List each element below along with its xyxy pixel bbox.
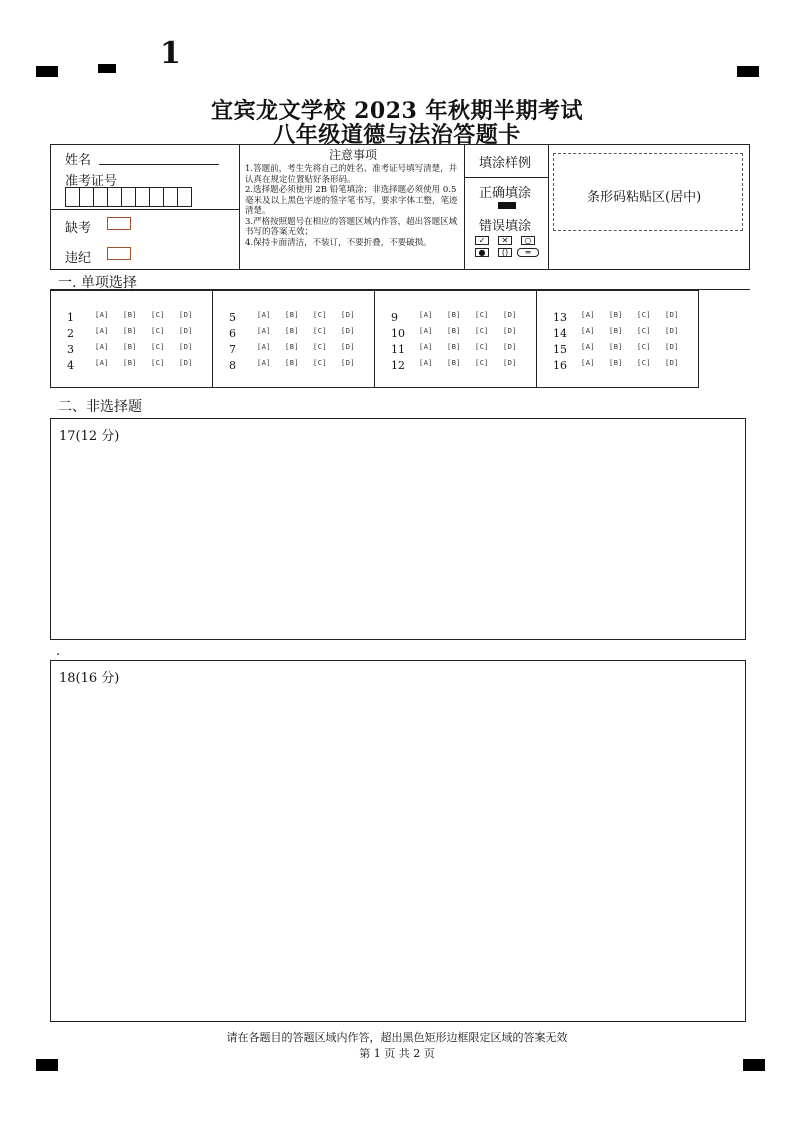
answer-option-bubble[interactable]: [A] bbox=[257, 327, 272, 335]
question-18-label: 18(16 分) bbox=[59, 671, 120, 686]
mc-question-row bbox=[213, 325, 373, 341]
question-number: 12 bbox=[391, 359, 405, 372]
violation-checkbox[interactable] bbox=[107, 247, 131, 260]
fill-sample-divider bbox=[464, 177, 548, 178]
answer-option-bubble[interactable]: [D] bbox=[179, 343, 194, 351]
question-number: 4 bbox=[67, 359, 74, 372]
separator-dot: . bbox=[56, 644, 61, 659]
id-cell[interactable] bbox=[79, 187, 94, 207]
absent-label: 缺考 bbox=[65, 221, 92, 236]
answer-option-bubble[interactable]: [D] bbox=[503, 327, 518, 335]
answer-option-bubble[interactable]: [A] bbox=[419, 327, 434, 335]
answer-option-bubble[interactable]: [C] bbox=[151, 343, 166, 351]
answer-option-bubble[interactable]: [A] bbox=[257, 343, 272, 351]
answer-box-q18[interactable] bbox=[50, 660, 746, 1022]
question-number: 9 bbox=[391, 311, 398, 324]
mc-column bbox=[51, 291, 213, 387]
answer-option-bubble[interactable]: [B] bbox=[285, 327, 300, 335]
answer-option-bubble[interactable]: [C] bbox=[313, 327, 328, 335]
answer-option-bubble[interactable]: [C] bbox=[151, 311, 166, 319]
answer-box-q17[interactable] bbox=[50, 418, 746, 640]
cross-mark-icon: ✕ bbox=[498, 236, 512, 245]
answer-option-bubble[interactable]: [C] bbox=[313, 311, 328, 319]
question-number: 16 bbox=[553, 359, 567, 372]
answer-option-bubble[interactable]: [D] bbox=[665, 327, 680, 335]
mc-question-row bbox=[213, 341, 373, 357]
name-field[interactable] bbox=[99, 163, 219, 165]
answer-option-bubble[interactable]: [D] bbox=[503, 343, 518, 351]
question-number: 6 bbox=[229, 327, 236, 340]
mc-column bbox=[213, 291, 375, 387]
answer-option-bubble[interactable]: [C] bbox=[151, 359, 166, 367]
footer-notice: 请在各题目的答题区域内作答，超出黑色矩形边框限定区域的答案无效 bbox=[226, 1031, 568, 1044]
answer-option-bubble[interactable]: [C] bbox=[151, 327, 166, 335]
exam-title: 宜宾龙文学校 2023 年秋期半期考试 bbox=[210, 98, 584, 124]
mc-question-row bbox=[213, 309, 373, 325]
answer-option-bubble[interactable]: [D] bbox=[665, 359, 680, 367]
multiple-choice-box bbox=[50, 290, 699, 388]
answer-option-bubble[interactable]: [D] bbox=[503, 311, 518, 319]
correct-fill-mark bbox=[498, 202, 516, 209]
answer-option-bubble[interactable]: [B] bbox=[609, 327, 624, 335]
answer-option-bubble[interactable]: [B] bbox=[285, 311, 300, 319]
question-number: 10 bbox=[391, 327, 405, 340]
answer-option-bubble[interactable]: [B] bbox=[123, 327, 138, 335]
question-number: 1 bbox=[67, 311, 74, 324]
footer-page: 第 1 页 共 2 页 bbox=[359, 1047, 435, 1060]
answer-option-bubble[interactable]: [B] bbox=[609, 311, 624, 319]
answer-option-bubble[interactable]: [D] bbox=[179, 327, 194, 335]
answer-option-bubble[interactable]: [A] bbox=[257, 311, 272, 319]
answer-option-bubble[interactable]: [B] bbox=[609, 359, 624, 367]
id-label: 准考证号 bbox=[65, 174, 118, 189]
answer-option-bubble[interactable]: [B] bbox=[123, 359, 138, 367]
answer-option-bubble[interactable]: [D] bbox=[179, 359, 194, 367]
answer-option-bubble[interactable]: [B] bbox=[609, 343, 624, 351]
mc-question-row bbox=[375, 341, 535, 357]
question-number: 5 bbox=[229, 311, 236, 324]
answer-option-bubble[interactable]: [A] bbox=[95, 343, 110, 351]
answer-option-bubble[interactable]: [A] bbox=[581, 311, 596, 319]
answer-option-bubble[interactable]: [C] bbox=[475, 311, 490, 319]
name-label: 姓名 bbox=[65, 153, 92, 168]
id-cell[interactable] bbox=[135, 187, 150, 207]
mc-question-row bbox=[213, 357, 373, 373]
section1-label: 一. 单项选择 bbox=[58, 275, 137, 291]
mc-question-row bbox=[537, 325, 697, 341]
answer-option-bubble[interactable]: [A] bbox=[257, 359, 272, 367]
bracket-mark-icon: () bbox=[498, 248, 512, 257]
mc-question-row bbox=[537, 309, 697, 325]
mc-question-row bbox=[51, 309, 211, 325]
info-divider bbox=[51, 209, 239, 210]
answer-option-bubble[interactable]: [D] bbox=[665, 343, 680, 351]
answer-option-bubble[interactable]: [C] bbox=[637, 327, 652, 335]
answer-option-bubble[interactable]: [D] bbox=[341, 311, 356, 319]
answer-option-bubble[interactable]: [A] bbox=[581, 343, 596, 351]
id-cell[interactable] bbox=[93, 187, 108, 207]
id-cell[interactable] bbox=[177, 187, 192, 207]
question-number: 7 bbox=[229, 343, 236, 356]
violation-label: 违纪 bbox=[65, 251, 92, 266]
mc-question-row bbox=[375, 325, 535, 341]
answer-option-bubble[interactable]: [B] bbox=[123, 343, 138, 351]
answer-option-bubble[interactable]: [C] bbox=[637, 311, 652, 319]
divider-1 bbox=[239, 145, 240, 269]
notice-item: 3.严格按照题号在相应的答题区域内作答，超出答题区域书写的答案无效； bbox=[245, 216, 458, 237]
question-number: 3 bbox=[67, 343, 74, 356]
id-cell[interactable] bbox=[149, 187, 164, 207]
mc-column bbox=[375, 291, 537, 387]
answer-option-bubble[interactable]: [B] bbox=[447, 311, 462, 319]
question-number: 14 bbox=[553, 327, 567, 340]
section2-label: 二、非选择题 bbox=[58, 399, 142, 415]
question-number: 15 bbox=[553, 343, 567, 356]
answer-option-bubble[interactable]: [C] bbox=[637, 343, 652, 351]
wrong-fill-label: 错误填涂 bbox=[479, 219, 532, 234]
mc-question-row bbox=[537, 341, 697, 357]
divider-3 bbox=[548, 145, 549, 269]
answer-option-bubble[interactable]: [D] bbox=[341, 327, 356, 335]
check-mark-icon: ✓ bbox=[475, 236, 489, 245]
answer-option-bubble[interactable]: [A] bbox=[95, 327, 110, 335]
answer-option-bubble[interactable]: [A] bbox=[95, 311, 110, 319]
circle-mark-icon: ○ bbox=[521, 236, 535, 245]
answer-option-bubble[interactable]: [B] bbox=[285, 359, 300, 367]
mc-question-row bbox=[537, 357, 697, 373]
question-number: 8 bbox=[229, 359, 236, 372]
notice-item: 2.选择题必须使用 2B 铅笔填涂；非选择题必须使用 0.5 毫米及以上黑色字迹的签字笔书写，要求字体工整，笔迹清楚。 bbox=[245, 185, 458, 216]
absent-checkbox[interactable] bbox=[107, 217, 131, 230]
registration-mark-top-left-1 bbox=[36, 66, 58, 77]
answer-option-bubble[interactable]: [C] bbox=[637, 359, 652, 367]
question-number: 11 bbox=[391, 343, 405, 356]
answer-option-bubble[interactable]: [D] bbox=[503, 359, 518, 367]
page-number: 1 bbox=[160, 36, 181, 71]
correct-fill-label: 正确填涂 bbox=[479, 186, 532, 201]
question-number: 2 bbox=[67, 327, 74, 340]
answer-option-bubble[interactable]: [A] bbox=[581, 359, 596, 367]
id-cell[interactable] bbox=[107, 187, 122, 207]
fill-sample-title: 填涂样例 bbox=[479, 156, 532, 171]
notice-title: 注意事项 bbox=[328, 148, 377, 162]
notice-item: 1.答题前，考生先将自己的姓名、准考证号填写清楚，并认真在规定位置贴好条形码。 bbox=[245, 164, 458, 185]
answer-option-bubble[interactable]: [A] bbox=[95, 359, 110, 367]
answer-option-bubble[interactable]: [B] bbox=[447, 359, 462, 367]
mc-column bbox=[537, 291, 699, 387]
answer-option-bubble[interactable]: [A] bbox=[419, 359, 434, 367]
answer-option-bubble[interactable]: [D] bbox=[179, 311, 194, 319]
header-info-box bbox=[50, 144, 750, 270]
mc-question-row bbox=[51, 325, 211, 341]
answer-option-bubble[interactable]: [D] bbox=[665, 311, 680, 319]
answer-option-bubble[interactable]: [A] bbox=[419, 311, 434, 319]
answer-option-bubble[interactable]: [B] bbox=[123, 311, 138, 319]
answer-option-bubble[interactable]: [B] bbox=[447, 343, 462, 351]
id-cell[interactable] bbox=[65, 187, 80, 207]
mc-question-row bbox=[375, 357, 535, 373]
notice-item: 4.保持卡面清洁，不装订，不要折叠，不要破损。 bbox=[245, 237, 432, 248]
divider-2 bbox=[464, 145, 465, 269]
exam-subtitle: 八年级道德与法治答题卡 bbox=[273, 122, 521, 148]
answer-option-bubble[interactable]: [B] bbox=[285, 343, 300, 351]
answer-option-bubble[interactable]: [C] bbox=[313, 343, 328, 351]
mc-question-row bbox=[51, 341, 211, 357]
answer-option-bubble[interactable]: [C] bbox=[475, 327, 490, 335]
strike-mark-icon: ═ bbox=[517, 248, 539, 257]
answer-option-bubble[interactable]: [C] bbox=[313, 359, 328, 367]
mc-question-row bbox=[375, 309, 535, 325]
question-number: 13 bbox=[553, 311, 567, 324]
registration-mark-top-right bbox=[737, 66, 759, 77]
answer-option-bubble[interactable]: [C] bbox=[475, 343, 490, 351]
registration-mark-top-left-2 bbox=[98, 64, 116, 73]
id-cell[interactable] bbox=[121, 187, 136, 207]
answer-option-bubble[interactable]: [D] bbox=[341, 359, 356, 367]
notice-section bbox=[245, 146, 461, 248]
barcode-label: 条形码粘贴区(居中) bbox=[587, 190, 702, 205]
id-cell[interactable] bbox=[163, 187, 178, 207]
answer-option-bubble[interactable]: [A] bbox=[581, 327, 596, 335]
filled-dot-icon: ● bbox=[475, 248, 489, 257]
mc-question-row bbox=[51, 357, 211, 373]
answer-option-bubble[interactable]: [C] bbox=[475, 359, 490, 367]
answer-option-bubble[interactable]: [B] bbox=[447, 327, 462, 335]
answer-option-bubble[interactable]: [D] bbox=[341, 343, 356, 351]
answer-option-bubble[interactable]: [A] bbox=[419, 343, 434, 351]
question-17-label: 17(12 分) bbox=[59, 429, 120, 444]
